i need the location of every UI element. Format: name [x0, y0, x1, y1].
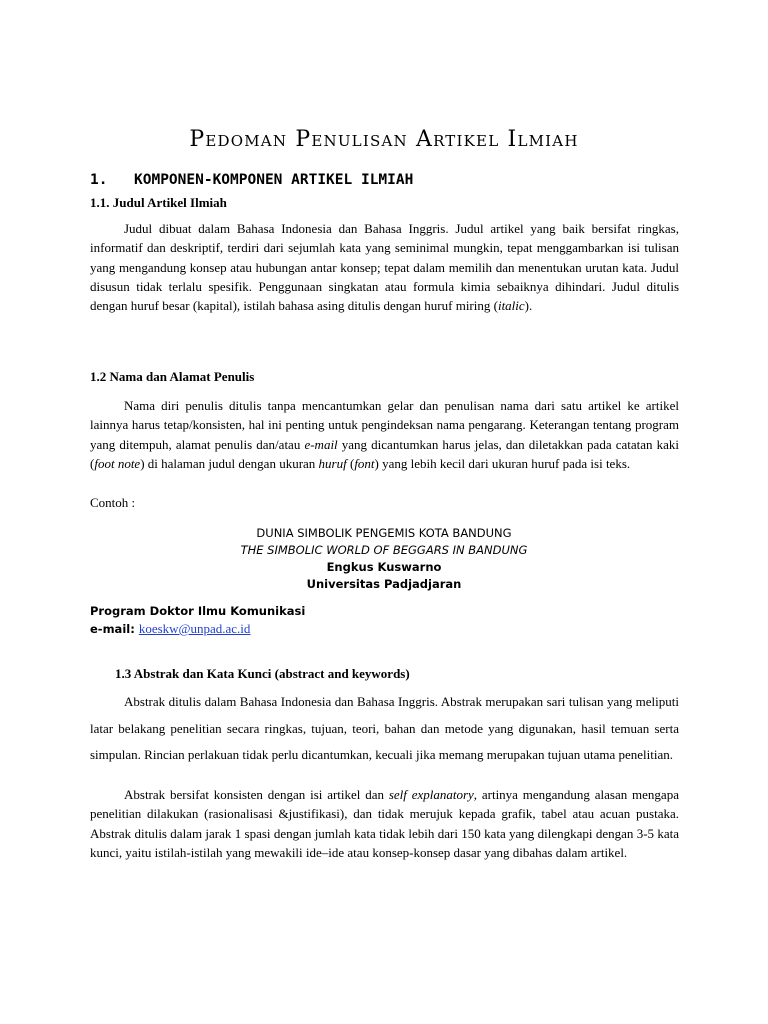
subsection-1-3-heading: 1.3 Abstrak dan Kata Kunci (abstract and keywords) [115, 666, 410, 681]
example-email-label: e-mail: [90, 622, 139, 636]
subsection-1-1-heading: 1.1. Judul Artikel Ilmiah [90, 195, 227, 210]
example-affiliation [90, 603, 305, 638]
example-university: Universitas Padjadjaran [306, 577, 462, 591]
section-1-title: KOMPONEN-KOMPONEN ARTIKEL ILMIAH [134, 172, 414, 188]
example-title-en: THE SIMBOLIC WORLD OF BEGGARS IN BANDUNG [240, 543, 528, 557]
section-1-heading [90, 172, 413, 188]
subsection-1-1-paragraph: Judul dibuat dalam Bahasa Indonesia dan Bahasa Inggris. Judul artikel yang baik bersifat ringkas, informatif dan deskriptif, terdiri dari sejumlah kata yang seminimal mungkin, tepat menggambarkan isi tulisan yang mengandung konsep atau hubungan antar konsep; tepat dalam memilih dan menentukan urutan kata. Judul disusun tidak terlalu spesifik. Penggunaan singkatan atau formula kimia sebaiknya dihindari. Judul ditulis dengan huruf besar (kapital), istilah bahasa asing ditulis dengan huruf miring (italic). [90, 221, 679, 314]
example-title-id: DUNIA SIMBOLIK PENGEMIS KOTA BANDUNG [256, 526, 512, 540]
example-email-link[interactable]: koeskw@unpad.ac.id [138, 621, 251, 636]
example-author: Engkus Kuswarno [326, 560, 442, 574]
subsection-1-3-paragraph-2: Abstrak bersifat konsisten dengan isi artikel dan self explanatory, artinya mengandung alasan mengapa penelitian dilakukan (rasionalisasi &justifikasi), dan tidak merujuk kepada grafik, tabel atau acuan pustaka. Abstrak ditulis dalam jarak 1 spasi dengan jumlah kata tidak lebih dari 150 kata yang dilengkapi dengan 3-5 kata kunci, yaitu istilah-istilah yang mewakili ide–ide atau konsep-konsep dasar yang dibahas dalam artikel. [90, 787, 679, 860]
example-block [0, 525, 768, 593]
subsection-1-3-paragraph-1: Abstrak ditulis dalam Bahasa Indonesia dan Bahasa Inggris. Abstrak merupakan sari tulisan yang meliputi latar belakang penelitian secara ringkas, tujuan, teori, bahan dan metode yang digunakan, hasil temuan serta simpulan. Rincian perlakuan tidak perlu dicantumkan, kecuali jika memang merupakan tujuan utama penelitian. [90, 694, 679, 762]
example-label: Contoh : [90, 495, 136, 510]
example-program: Program Doktor Ilmu Komunikasi [90, 604, 306, 618]
subsection-1-2-heading: 1.2 Nama dan Alamat Penulis [90, 369, 255, 384]
subsection-1-2-paragraph: Nama diri penulis ditulis tanpa mencantumkan gelar dan penulisan nama dari satu artikel ke artikel lainnya harus tetap/konsisten, hal ini penting untuk pengindeksan nama pengarang. Keterangan tentang program yang ditempuh, alamat penulis dan/atau e-mail yang dicantumkan harus jelas, dan diletakkan pada catatan kaki (foot note) di halaman judul dengan ukuran huruf (font) yang lebih kecil dari ukuran huruf pada isi teks. [90, 398, 680, 471]
document-title: Pedoman Penulisan Artikel Ilmiah [189, 127, 579, 152]
section-1-number: 1. [90, 172, 108, 188]
